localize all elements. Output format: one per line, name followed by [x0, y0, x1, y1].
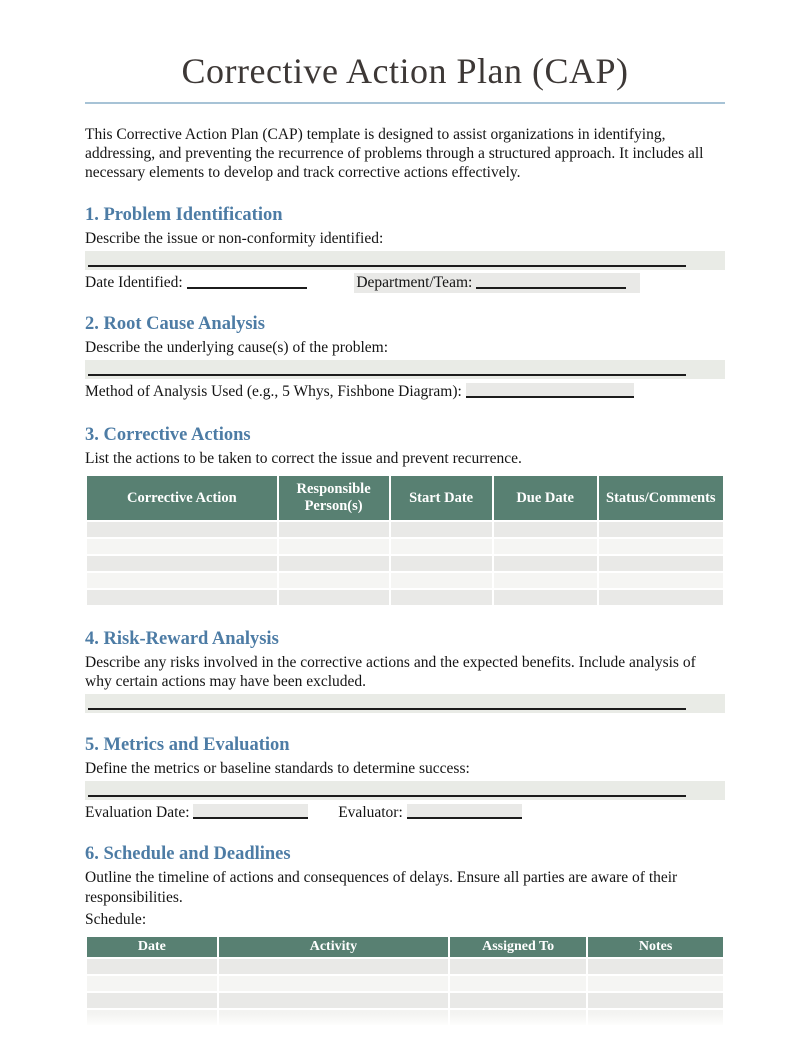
table-row	[87, 522, 723, 537]
table-cell[interactable]	[87, 993, 217, 1008]
table-cell[interactable]	[494, 556, 597, 571]
section-risk-reward-analysis	[85, 629, 725, 713]
col-header-assigned-to: Assigned To	[450, 937, 586, 957]
table-row	[87, 976, 723, 991]
document-title: Corrective Action Plan (CAP)	[181, 51, 629, 91]
intro-paragraph: This Corrective Action Plan (CAP) template is designed to assist organizations in identifying, addressing, and preventing the recurrence of problems through a structured approach. It includes all necessary elements to develop and track corrective actions effectively.	[85, 126, 704, 182]
corrective-actions-table	[85, 474, 725, 606]
fill-line-rule	[88, 265, 686, 267]
table-cell[interactable]	[87, 976, 217, 991]
table-cell[interactable]	[279, 522, 389, 537]
table-cell[interactable]	[599, 556, 723, 571]
section-6-prompt: Outline the timeline of actions and consequences of delays. Ensure all parties are aware of their responsibilities.	[85, 869, 678, 906]
analysis-method-blank[interactable]	[466, 383, 634, 398]
table-cell[interactable]	[391, 522, 492, 537]
section-5-prompt: Define the metrics or baseline standards to determine success:	[85, 760, 470, 778]
table-cell[interactable]	[279, 590, 389, 605]
table-cell[interactable]	[588, 993, 723, 1008]
section-1-fields	[85, 274, 725, 292]
table-cell[interactable]	[87, 590, 277, 605]
section-4-prompt: Describe any risks involved in the corrective actions and the expected benefits. Include analysis of why certain actions may have been excluded.	[85, 653, 696, 690]
table-cell[interactable]	[588, 959, 723, 974]
table-cell[interactable]	[599, 522, 723, 537]
table-row	[87, 573, 723, 588]
department-team-label: Department/Team:	[356, 273, 473, 291]
evaluator-label: Evaluator:	[338, 804, 403, 822]
section-5-heading: 5. Metrics and Evaluation	[85, 735, 290, 756]
fill-line-rule	[88, 795, 686, 797]
col-header-notes: Notes	[588, 937, 723, 957]
risk-reward-fill-line[interactable]	[85, 694, 725, 713]
col-header-start-date: Start Date	[391, 476, 492, 519]
fill-line-rule	[88, 708, 686, 710]
section-corrective-actions	[85, 425, 725, 607]
title-underline-rule	[85, 102, 725, 104]
section-4-heading: 4. Risk-Reward Analysis	[85, 628, 279, 649]
analysis-method-label: Method of Analysis Used (e.g., 5 Whys, Fishbone Diagram):	[85, 383, 462, 401]
corrective-actions-header-row	[87, 476, 723, 519]
col-header-date: Date	[87, 937, 217, 957]
table-cell[interactable]	[494, 522, 597, 537]
table-cell[interactable]	[219, 976, 448, 991]
table-cell[interactable]	[450, 1010, 586, 1025]
table-row	[87, 539, 723, 554]
table-row	[87, 556, 723, 571]
col-header-responsible-persons: Responsible Person(s)	[279, 476, 389, 519]
section-2-prompt: Describe the underlying cause(s) of the problem:	[85, 338, 389, 356]
table-row	[87, 590, 723, 605]
fill-line-rule	[88, 374, 686, 376]
table-cell[interactable]	[391, 539, 492, 554]
section-root-cause-analysis	[85, 314, 725, 401]
section-2-fields	[85, 383, 725, 401]
table-row	[87, 1010, 723, 1025]
department-team-blank[interactable]	[476, 274, 626, 289]
table-cell[interactable]	[219, 1010, 448, 1025]
schedule-header-row	[87, 937, 723, 957]
table-cell[interactable]	[494, 590, 597, 605]
section-metrics-and-evaluation	[85, 735, 725, 822]
root-cause-fill-line[interactable]	[85, 360, 725, 379]
section-3-heading: 3. Corrective Actions	[85, 425, 251, 446]
col-header-due-date: Due Date	[494, 476, 597, 519]
table-row	[87, 959, 723, 974]
table-cell[interactable]	[219, 993, 448, 1008]
table-cell[interactable]	[450, 976, 586, 991]
evaluation-date-label: Evaluation Date:	[85, 804, 190, 822]
table-cell[interactable]	[87, 959, 217, 974]
table-cell[interactable]	[391, 556, 492, 571]
table-cell[interactable]	[391, 590, 492, 605]
section-1-heading: 1. Problem Identification	[85, 204, 283, 225]
table-cell[interactable]	[588, 1010, 723, 1025]
issue-description-fill-line[interactable]	[85, 251, 725, 270]
col-header-status-comments: Status/Comments	[599, 476, 723, 519]
section-schedule-and-deadlines	[85, 844, 725, 1027]
table-cell[interactable]	[599, 573, 723, 588]
section-6-heading: 6. Schedule and Deadlines	[85, 844, 291, 865]
department-team-field	[354, 273, 640, 293]
table-cell[interactable]	[450, 959, 586, 974]
section-5-fields	[85, 804, 725, 822]
section-2-heading: 2. Root Cause Analysis	[85, 313, 265, 334]
evaluation-date-blank[interactable]	[193, 804, 308, 819]
table-cell[interactable]	[279, 573, 389, 588]
table-cell[interactable]	[391, 573, 492, 588]
schedule-label: Schedule:	[85, 910, 147, 928]
section-problem-identification	[85, 205, 725, 292]
table-cell[interactable]	[494, 573, 597, 588]
table-cell[interactable]	[279, 556, 389, 571]
table-cell[interactable]	[599, 539, 723, 554]
section-1-prompt: Describe the issue or non-conformity identified:	[85, 229, 384, 247]
section-3-prompt: List the actions to be taken to correct the issue and prevent recurrence.	[85, 450, 522, 468]
date-identified-blank[interactable]	[187, 274, 307, 289]
table-cell[interactable]	[87, 573, 277, 588]
table-cell[interactable]	[87, 522, 277, 537]
schedule-table	[85, 935, 725, 1027]
table-cell[interactable]	[87, 1010, 217, 1025]
col-header-activity: Activity	[219, 937, 448, 957]
evaluator-blank[interactable]	[407, 804, 522, 819]
table-cell[interactable]	[279, 539, 389, 554]
table-cell[interactable]	[87, 556, 277, 571]
col-header-corrective-action: Corrective Action	[87, 476, 277, 519]
table-cell[interactable]	[450, 993, 586, 1008]
table-row	[87, 993, 723, 1008]
table-cell[interactable]	[494, 539, 597, 554]
table-cell[interactable]	[599, 590, 723, 605]
table-cell[interactable]	[87, 539, 277, 554]
table-cell[interactable]	[219, 959, 448, 974]
date-identified-label: Date Identified:	[85, 273, 183, 291]
metrics-fill-line[interactable]	[85, 781, 725, 800]
table-cell[interactable]	[588, 976, 723, 991]
